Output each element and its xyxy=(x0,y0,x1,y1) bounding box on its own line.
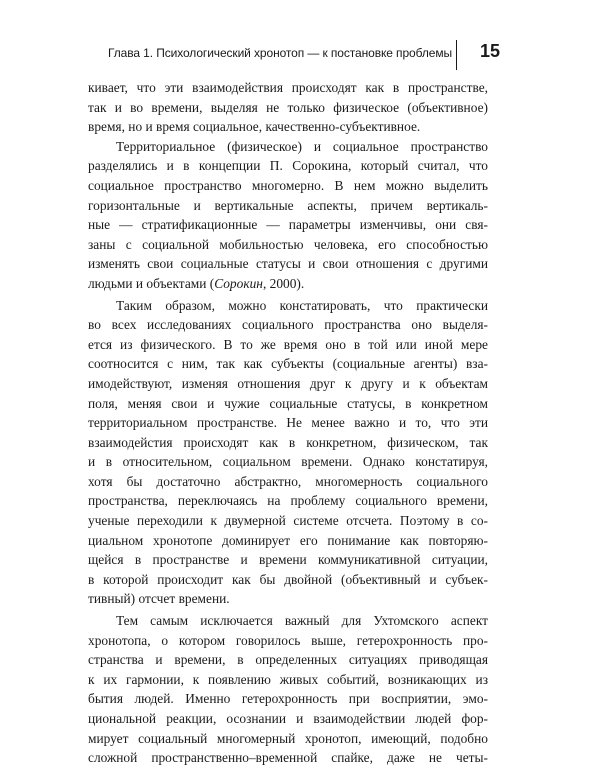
text-line: сложной пространственно–временной спайке, даже не четы- xyxy=(88,750,488,766)
text-line: Территориальное (физическое) и социальное пространство xyxy=(116,138,488,154)
chapter-running-head: Глава 1. Психологический хронотоп — к постановке проблемы xyxy=(108,46,452,60)
text-line: кивает, что эти взаимодействия происходят как в пространстве, xyxy=(88,80,488,95)
text-line: в которой происходит как бы двойной (объективный и субъек- xyxy=(88,571,488,587)
text-line: к их гармонии, к появлению живых событий, возникающих из xyxy=(88,671,488,687)
text-line: имодействуют, изменяя отношения друг к другу и к объектам xyxy=(88,375,488,391)
text-line: разделялись и в концепции П. Сорокина, который считал, что xyxy=(88,158,488,174)
text-line: странства и времени, в определенных ситуациях приводящая xyxy=(88,652,488,668)
text-line: хотя бы достаточно абстрактно, многомерность социального xyxy=(88,473,488,489)
text-line: и в относительном, социальном времени. Однако констатируя, xyxy=(88,454,488,470)
text-line: поля, меняя свои и чужие социальные статусы, в конкретном xyxy=(88,395,488,411)
text-line: тивный) отсчет времени. xyxy=(88,591,230,607)
text-line: горизонтальные и вертикальные аспекты, причем вертикаль- xyxy=(88,197,488,213)
text-line: ные — стратификационные — параметры изменчивы, они свя- xyxy=(88,217,488,233)
text-line: заны с социальной мобильностью человека, его способностью xyxy=(88,236,488,252)
text-line: Таким образом, можно констатировать, что практически xyxy=(116,297,488,313)
text-line: взаимодейстия происходят как в конкретном, физическом, так xyxy=(88,434,488,450)
cited-author: Сорокин xyxy=(214,275,263,291)
text-line: Тем самым исключается важный для Ухтомского аспект xyxy=(116,613,488,629)
page-number: 15 xyxy=(479,41,500,61)
text-line: мирует социальный многомерный хронотоп, имеющий, подобно xyxy=(88,730,488,746)
text-line: пространства, переключаясь на проблему социального времени, xyxy=(88,493,488,509)
header-divider xyxy=(456,40,457,70)
text-line: во всех исследованиях социального пространства оно выделя- xyxy=(88,317,488,333)
text-line: хронотопа, о котором говорилось выше, гетерохронность про- xyxy=(88,632,488,648)
text-line: бытия людей. Именно гетерохронность при восприятии, эмо- xyxy=(88,691,488,707)
text-line: социальное пространство многомерно. В нем можно выделить xyxy=(88,177,488,193)
body-text xyxy=(88,78,488,768)
text-line: людьми и объектами (Сорокин, 2000). xyxy=(88,275,305,291)
text-line: территориальном пространстве. Не менее важно и то, что эти xyxy=(88,415,488,431)
text-line: изменять свои социальные статусы и свои отношения с другими xyxy=(88,256,488,272)
text-line: ученые переходили к двумерной системе отсчета. Поэтому в со- xyxy=(88,513,488,529)
text-line: так и во времени, выделяя не только физическое (объективное) xyxy=(88,99,488,115)
text-line: циональной реакции, осознании и взаимодействии людей фор- xyxy=(88,711,488,726)
running-header xyxy=(108,40,510,68)
text-line: время, но и время социальное, качественно-субъективное. xyxy=(88,119,421,135)
text-line: циальном хронотопе доминирует его понимание как повторяю- xyxy=(88,532,488,548)
text-line: соотносится с ним, так как субъекты (социальные агенты) вза- xyxy=(88,356,488,372)
text-line: ется из физического. В то же время оно в той или иной мере xyxy=(88,336,488,352)
text-line: щейся в пространстве и времени коммуникативной ситуации, xyxy=(88,552,488,568)
